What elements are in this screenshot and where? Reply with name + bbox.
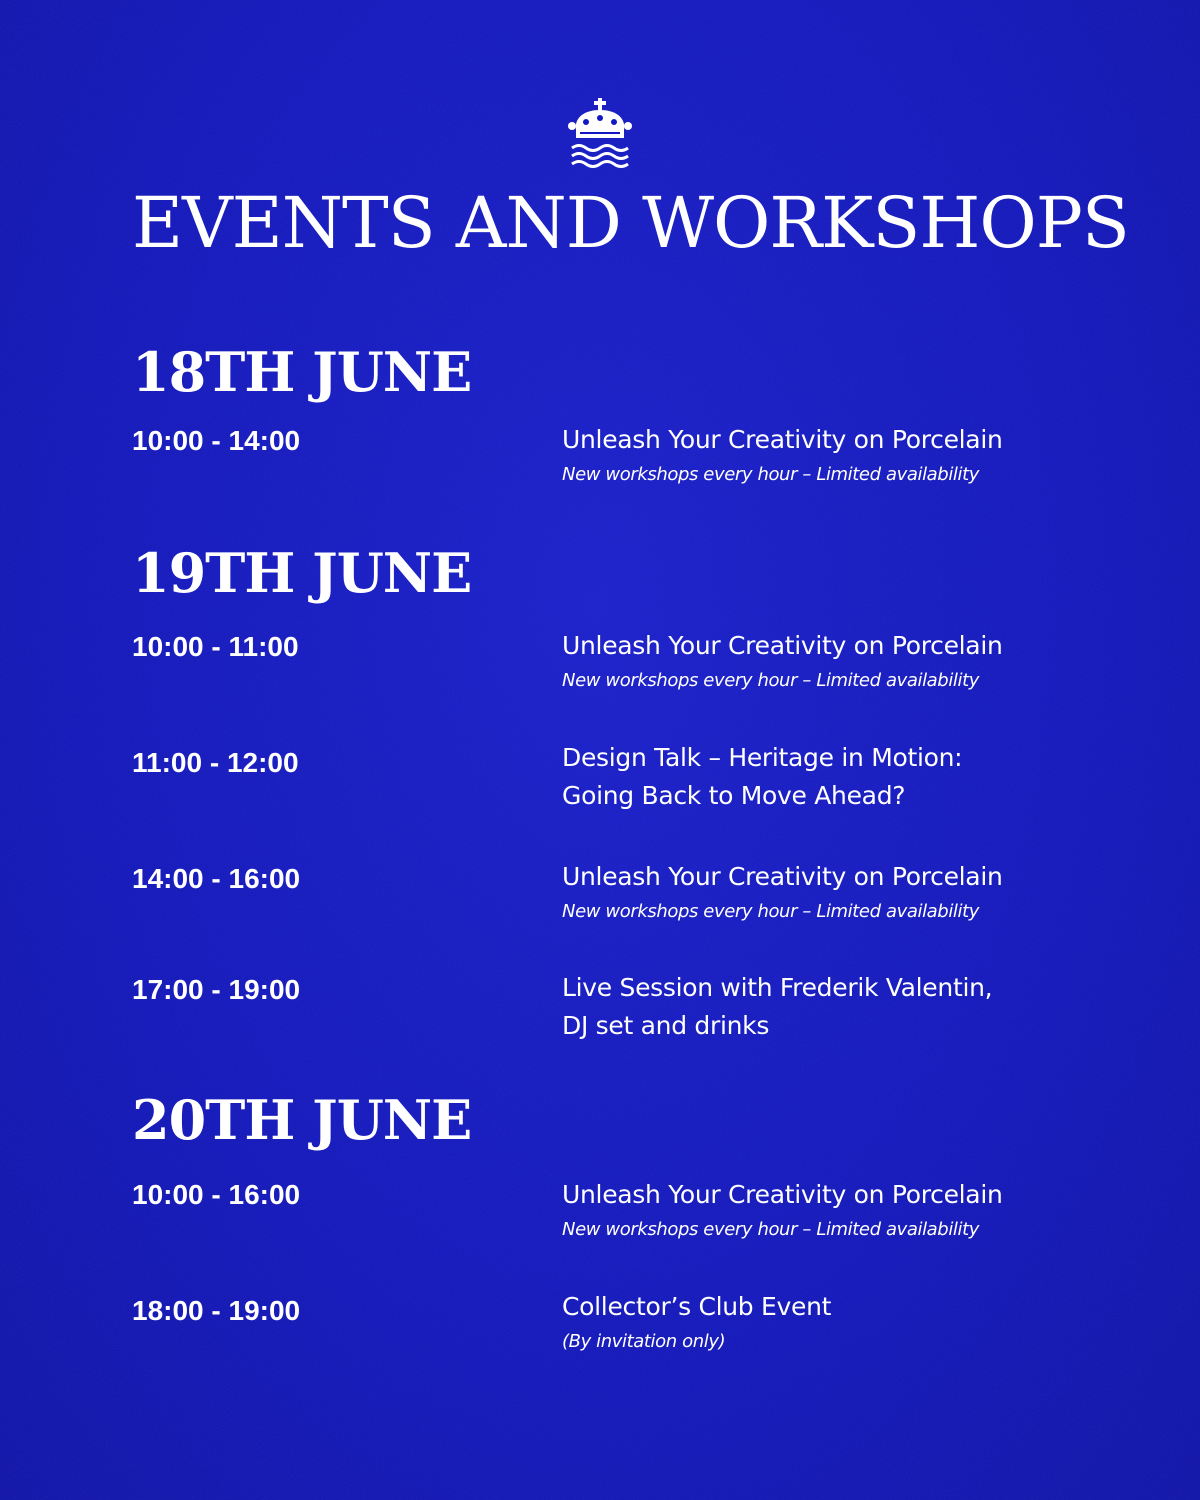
day-heading: 20TH JUNE	[132, 1088, 472, 1152]
event-time: 10:00 - 14:00	[132, 425, 301, 456]
event-time: 17:00 - 19:00	[132, 974, 301, 1005]
event-name: Unleash Your Creativity on Porcelain	[562, 1180, 1003, 1209]
event-time: 11:00 - 12:00	[132, 747, 299, 778]
event-name: Unleash Your Creativity on Porcelain	[562, 425, 1003, 454]
event-name-line: Live Session with Frederik Valentin,	[562, 973, 993, 1002]
event-name-line: Design Talk – Heritage in Motion:	[562, 743, 963, 772]
event-name: Unleash Your Creativity on Porcelain	[562, 631, 1003, 660]
event-time: 10:00 - 16:00	[132, 1179, 301, 1210]
day-heading: 18TH JUNE	[132, 340, 472, 404]
event-time: 18:00 - 19:00	[132, 1295, 301, 1326]
event-name: Collector’s Club Event	[562, 1292, 832, 1321]
event-note: New workshops every hour – Limited availability	[562, 670, 980, 691]
event-details	[562, 1176, 1122, 1244]
day-heading: 19TH JUNE	[132, 541, 472, 605]
event-note: New workshops every hour – Limited availability	[562, 901, 980, 922]
event-details	[562, 969, 1122, 1045]
event-note: New workshops every hour – Limited availability	[562, 464, 980, 485]
event-details	[562, 627, 1122, 695]
event-note: New workshops every hour – Limited availability	[562, 1219, 980, 1240]
event-details	[562, 858, 1122, 926]
event-details	[562, 421, 1122, 489]
event-name: Unleash Your Creativity on Porcelain	[562, 862, 1003, 891]
crown-waves-icon	[566, 96, 634, 170]
event-time: 14:00 - 16:00	[132, 863, 301, 894]
event-details	[562, 1288, 1122, 1356]
event-note: (By invitation only)	[562, 1331, 726, 1352]
page-title: EVENTS AND WORKSHOPS	[132, 182, 1129, 264]
event-details	[562, 739, 1122, 815]
event-name-line: DJ set and drinks	[562, 1011, 770, 1040]
event-time: 10:00 - 11:00	[132, 631, 299, 662]
event-name-line: Going Back to Move Ahead?	[562, 781, 906, 810]
